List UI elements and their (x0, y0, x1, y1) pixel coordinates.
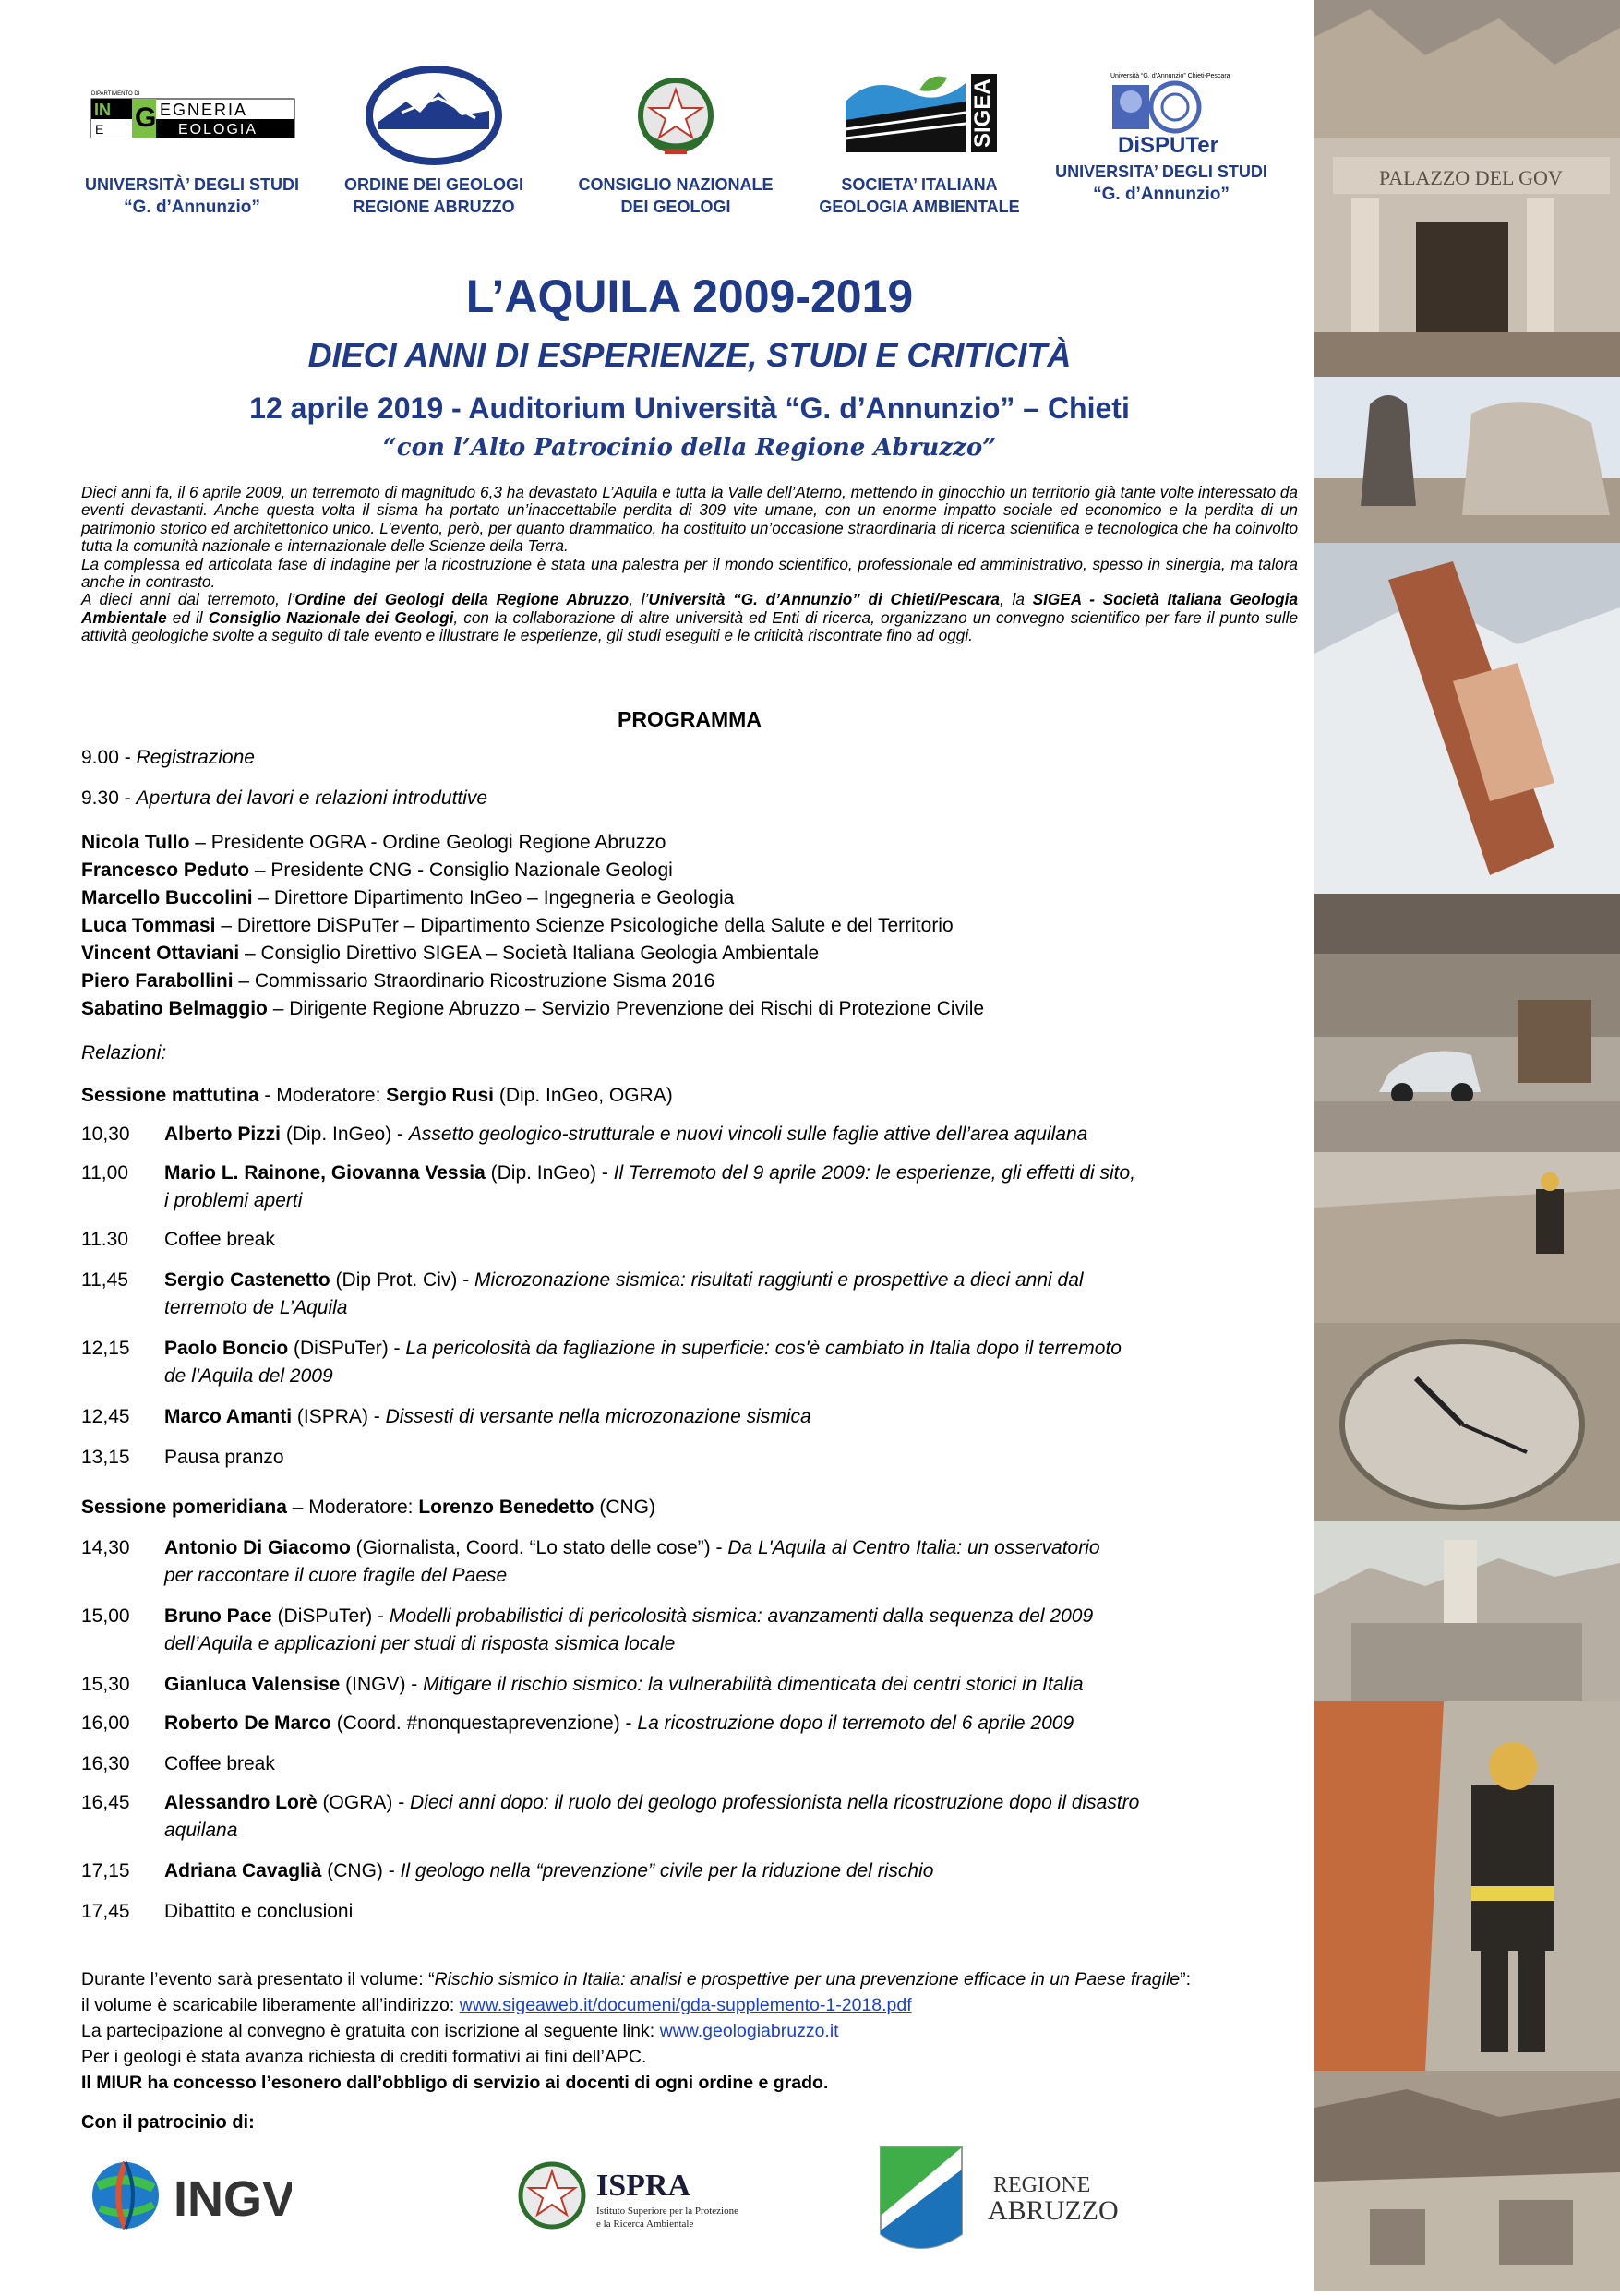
svg-text:ISPRA: ISPRA (596, 2169, 691, 2203)
svg-text:REGIONE: REGIONE (993, 2173, 1091, 2197)
town-photo (1314, 1521, 1620, 1701)
intro-text (81, 484, 1298, 645)
registration-link[interactable]: www.geologiabruzzo.it (659, 2021, 839, 2041)
bell-tower-photo (1314, 543, 1620, 954)
org-sigea-sub: GEOLOGIA AMBIENTALE (819, 198, 1020, 216)
ingeo-logo (81, 65, 303, 166)
ingv-logo (89, 2155, 292, 2242)
download-line: il volume è scaricabile liberamente all’indirizzo: www.sigeaweb.it/documeni/gda-supplemento-1-2018.pdf (81, 1995, 912, 2015)
org-cng-name: CONSIGLIO NAZIONALE (578, 175, 774, 194)
svg-text:Università “G. d’Annunzio” Chi: Università “G. d’Annunzio” Chieti-Pescara (1110, 73, 1230, 79)
svg-text:SIGEA: SIGEA (970, 78, 995, 148)
volume-line: Durante l’evento sarà presentato il volume: “Rischio sismico in Italia: analisi e prospettive per una prevenzione efficace in un Paese fragile”: (81, 1969, 1192, 1989)
org-disputer-name: UNIVERSITA’ DEGLI STUDI (1055, 162, 1267, 181)
svg-text:G: G (135, 102, 157, 133)
speaker-row: Marcello Buccolini – Direttore Dipartimento InGeo – Ingegneria e Geologia (81, 887, 735, 908)
speaker-row: Luca Tommasi – Direttore DiSPuTer – Dipartimento Scienze Psicologiche della Salute e del Territorio (81, 915, 954, 936)
regione-abruzzo-logo (873, 2142, 1150, 2266)
intro-paragraph-3: A dieci anni dal terremoto, l’Ordine dei Geologi della Regione Abruzzo, l’Università “G. d’Annunzio” di Chieti/Pescara, la SIGEA - Società Italiana Geologia Ambientale ed il Consiglio Nazionale dei Geologi, con la collaborazione di altre università ed Enti di ricerca, organizzano un convegno scientifico per fare il punto sulle attività geologiche svolte a seguito di tale evento e illustrare le esperienze, gli studi eseguiti e le criticità riscontrate fino ad oggi. (81, 590, 1299, 645)
ogra-logo (323, 65, 545, 166)
svg-text:Istituto Superiore per la Prot: Istituto Superiore per la Protezione (596, 2206, 738, 2217)
miur-line: Il MIUR ha concesso l’esonero dall’obbligo di servizio ai docenti di ogni ordine e grado. (81, 2073, 829, 2093)
sigea-logo (809, 65, 1030, 166)
registration-line: La partecipazione al convegno è gratuita con iscrizione al seguente link: www.geologiabruzzo.it (81, 2021, 839, 2041)
footer-notes (81, 1966, 1298, 2096)
org-ingeo (81, 65, 303, 220)
svg-text:INGV: INGV (174, 2171, 292, 2227)
opening-intro: 9.30 - Apertura dei lavori e relazioni introduttive (81, 787, 488, 809)
org-sigea (809, 65, 1030, 218)
svg-text:ABRUZZO: ABRUZZO (988, 2195, 1119, 2226)
credits-line: Per i geologi è stata avanza richiesta di crediti formativi ai fini dell’APC. (81, 2047, 647, 2067)
speaker-row: Nicola Tullo – Presidente OGRA - Ordine Geologi Regione Abruzzo (81, 832, 666, 853)
org-ogra-name: ORDINE DEI GEOLOGI (343, 175, 524, 194)
svg-text:e la Ricerca Ambientale: e la Ricerca Ambientale (596, 2218, 694, 2230)
rooftops-photo (1314, 2071, 1620, 2291)
patronage-line: “con l’Alto Patrocinio della Regione Abruzzo” (382, 434, 997, 462)
clock-photo (1314, 1323, 1620, 1521)
photo-strip (1314, 0, 1620, 2291)
statue-photo (1314, 377, 1620, 543)
org-ogra-sub: REGIONE ABRUZZO (353, 198, 515, 216)
svg-text:EOLOGIA: EOLOGIA (178, 122, 258, 138)
speaker-row: Piero Farabollini – Commissario Straordinario Ricostruzione Sisma 2016 (81, 970, 715, 992)
org-ogra (323, 65, 545, 218)
flyer-content: DIPARTIMENTO DI IN G EGNERIA E EOLOGIA UNIVERSITÀ’ DEGLI STUDI “G. d’Annunzio” ORDINE DEI GEOLOGI REGIONE ABRUZZO CONSIGLIO NAZIONALE DEI GEOLOGI SIGEA SOCIETA’ ITALIANA GEOLOGIA AMBIENTALE Università “G. d’Annunzio” Chieti-Pescara DiSPUTer UNIVERSITA’ DEGLI STUDI “G. d’Annunzio” L’AQUILA 2009-2019 DIECI ANNI DI ESPERIENZE, STUDI E CRITICITÀ 12 aprile 2019 - Auditorium Università “G. d’Annunzio” – Chieti “con l’Alto Patrocinio della Regione Abruzzo” Dieci anni fa, il 6 aprile 2009, un terremoto di magnitudo 6,3 ha devastato L’Aquila e tutta la Valle dell’Aterno, mettendo in ginocchio un territorio già tante volte interessato da eventi devastanti. Anche questa volta il sisma ha portato un’inaccettabile perdita di 309 vite umane, con un enorme impatto sociale ed economico e la perdita di un patrimonio storico ed architettonico unico. L’evento, però, per quanto drammatico, ha costituito un’occasione straordinaria di ricerca scientifica e tecnologica che ha coinvolto tutta la comunità nazionale e internazionale delle Scienze della Terra. La complessa ed articolata fase di indagine per la ricostruzione è stata una palestra per il mondo scientifico, professionale ed amministrativo, spesso in sinergia, ma talora anche in contrasto. A dieci anni dal terremoto, l’Ordine dei Geologi della Regione Abruzzo, l’Università “G. d’Annunzio” di Chieti/Pescara, la SIGEA - Società Italiana Geologia Ambientale ed il Consiglio Nazionale dei Geologi, con la collaborazione di altre università ed Enti di ricerca, organizzano un convegno scientifico per fare il punto sulle attività geologiche svolte a seguito di tale evento e illustrare le esperienze, gli studi eseguiti e le criticità riscontrate fino ad oggi. PROGRAMMA 9.00 - Registrazione 9.30 - Apertura dei lavori e relazioni introduttive Nicola Tullo – Presidente OGRA - Ordine Geologi Regione Abruzzo Francesco Peduto – Presidente CNG - Consiglio Nazionale Geologi Marcello Buccolini – Direttore Dipartimento InGeo – Ingegneria e Geologia Luca Tommasi – Direttore DiSPuTer – Dipartimento Scienze Psicologiche della Salute e del Territorio Vincent Ottaviani – Consiglio Direttivo SIGEA – Società Italiana Geologia Ambientale Piero Farabollini – Commissario Straordinario Ricostruzione Sisma 2016 Sabatino Belmaggio – Dirigente Regione Abruzzo – Servizio Prevenzione dei Rischi di Protezione Civile Relazioni: Sessione mattutina - Moderatore: Sergio Rusi (Dip. InGeo, OGRA) 10,30 Alberto Pizzi (Dip. InGeo) - Assetto geologico-strutturale e nuovi vincoli sulle faglie attive dell’area aquilana 11,00 Mario L. Rainone, Giovanna Vessia (Dip. InGeo) - Il Terremoto del 9 aprile 2009: le esperienze, gli effetti di sito, i problemi aperti 11.30 Coffee break 11,45 Sergio Castenetto (Dip Prot. Civ) - Microzonazione sismica: risultati raggiunti e prospettive a dieci anni dal terremoto de L’Aquila 12,15 Paolo Boncio (DiSPuTer) - La pericolosità da fagliazione in superficie: cos'è cambiato in Italia dopo il terremoto de l'Aquila del 2009 12,45 Marco Amanti (ISPRA) - Dissesti di versante nella microzonazione sismica 13,15 Pausa pranzo Sessione pomeridiana – Moderatore: Lorenzo Benedetto (CNG) 14,30 Antonio Di Giacomo (Giornalista, Coord. “Lo stato delle cose”) - Da L'Aquila al Centro Italia: un osservatorio per raccontare il cuore fragile del Paese 15,00 Bruno Pace (DiSPuTer) - Modelli probabilistici di pericolosità sismica: avanzamenti dalla sequenza del 2009 dell’Aquila e applicazioni per studi di risposta sismica locale 15,30 Gianluca Valensise (INGV) - Mitigare il rischio sismico: la vulnerabilità dimenticata dei centri storici in Italia 16,00 Roberto De Marco (Coord. #nonquestaprevenzione) - La ricostruzione dopo il terremoto del 6 aprile 2009 16,30 Coffee break 16,45 Alessandro Lorè (OGRA) - Dieci anni dopo: il ruolo del geologo professionista nella ricostruzione dopo il disastro aquilana 17,15 Adriana Cavaglià (CNG) - Il geologo nella “prevenzione” civile per la riduzione del rischio 17,45 Dibattito e conclusioni Durante l’evento sarà presentato il volume: “Rischio sismico in Italia: analisi e prospettive per una prevenzione efficace in un Paese fragile”: il volume è scaricabile liberamente all’indirizzo: www.sigeaweb.it/documeni/gda-supplemento-1-2018.pdf La partecipazione al convegno è gratuita con iscrizione al seguente link: www.geologiabruzzo.it Per i geologi è stata avanza richiesta di crediti formativi ai fini dell’APC. Il MIUR ha concesso l’esonero dall’obbligo di servizio ai docenti di ogni ordine e grado. Con il patrocinio di: INGV ISPRA Istituto Superiore per la Protezione e la Ricerca Ambientale REGIONE ABRUZZO (81, 0, 1298, 2291)
speaker-row: Vincent Ottaviani – Consiglio Direttivo SIGEA – Società Italiana Geologia Ambientale (81, 943, 820, 964)
org-disputer-sub: “G. d’Annunzio” (1093, 185, 1230, 204)
volume-download-link[interactable]: www.sigeaweb.it/documeni/gda-supplemento-1-2018.pdf (459, 1995, 912, 2015)
svg-text:IN: IN (94, 101, 111, 119)
speaker-row: Sabatino Belmaggio – Dirigente Regione Abruzzo – Servizio Prevenzione dei Rischi di Protezione Civile (81, 998, 985, 1019)
palazzo-photo (1314, 0, 1620, 377)
org-ingeo-name: UNIVERSITÀ’ DEGLI STUDI (84, 175, 300, 194)
org-sigea-name: SOCIETA’ ITALIANA (841, 175, 998, 194)
speaker-row: Francesco Peduto – Presidente CNG - Consiglio Nazionale Geologi (81, 859, 673, 881)
patrocinio-label: Con il patrocinio di: (81, 2112, 255, 2133)
ispra-logo (515, 2155, 774, 2242)
event-title: L’AQUILA 2009-2019 (465, 270, 914, 322)
svg-text:E: E (95, 122, 104, 137)
intro-paragraph-1: Dieci anni fa, il 6 aprile 2009, un terremoto di magnitudo 6,3 ha devastato L’Aquila e tutta la Valle dell’Aterno, mettendo in ginocchio un territorio già tante volte interessato da eventi devastanti. Anche questa volta il sisma ha portato un’inaccettabile perdita di 309 vite umane, con un enorme impatto sociale ed economico e la perdita di un patrimonio storico ed architettonico unico. L’evento, però, per quanto drammatico, ha costituito un’occasione straordinaria di ricerca scientifica e tecnologica che ha coinvolto tutta la comunità nazionale e internazionale delle Scienze della Terra. (81, 483, 1298, 556)
svg-text:DIPARTIMENTO DI: DIPARTIMENTO DI (91, 91, 140, 97)
svg-text:EGNERIA: EGNERIA (160, 101, 248, 119)
org-cng (565, 65, 786, 218)
opening-registration: 9.00 - Registrazione (81, 747, 255, 768)
org-cng-sub: DEI GEOLOGI (620, 198, 731, 216)
rescuers-photo (1314, 1152, 1620, 1323)
event-dateline: 12 aprile 2019 - Auditorium Università “G. d’Annunzio” – Chieti (249, 391, 1130, 425)
svg-text:PALAZZO DEL GOV: PALAZZO DEL GOV (1379, 166, 1563, 189)
afternoon-session-header: Sessione pomeridiana – Moderatore: Lorenzo Benedetto (CNG) (81, 1497, 655, 1518)
disputer-logo (1050, 65, 1272, 166)
org-ingeo-sub: “G. d’Annunzio” (124, 198, 260, 217)
morning-session-header: Sessione mattutina - Moderatore: Sergio Rusi (Dip. InGeo, OGRA) (81, 1085, 673, 1106)
event-subtitle: DIECI ANNI DI ESPERIENZE, STUDI E CRITICITÀ (307, 336, 1072, 374)
car-rubble-photo (1314, 954, 1620, 1152)
relazioni-label: Relazioni: (81, 1042, 167, 1064)
firefighter-photo (1314, 1701, 1620, 2071)
organizer-logos (81, 65, 1298, 231)
org-disputer (1050, 65, 1272, 207)
italian-emblem-icon (565, 65, 786, 166)
programma-heading: PROGRAMMA (618, 707, 762, 731)
intro-paragraph-2: La complessa ed articolata fase di indagine per la ricostruzione è stata una palestra per il mondo scientifico, professionale ed amministrativo, spesso in sinergia, ma talora anche in contrasto. (81, 554, 1298, 592)
sponsor-logos (81, 2142, 1298, 2280)
svg-text:DiSPUTer: DiSPUTer (1118, 133, 1218, 158)
